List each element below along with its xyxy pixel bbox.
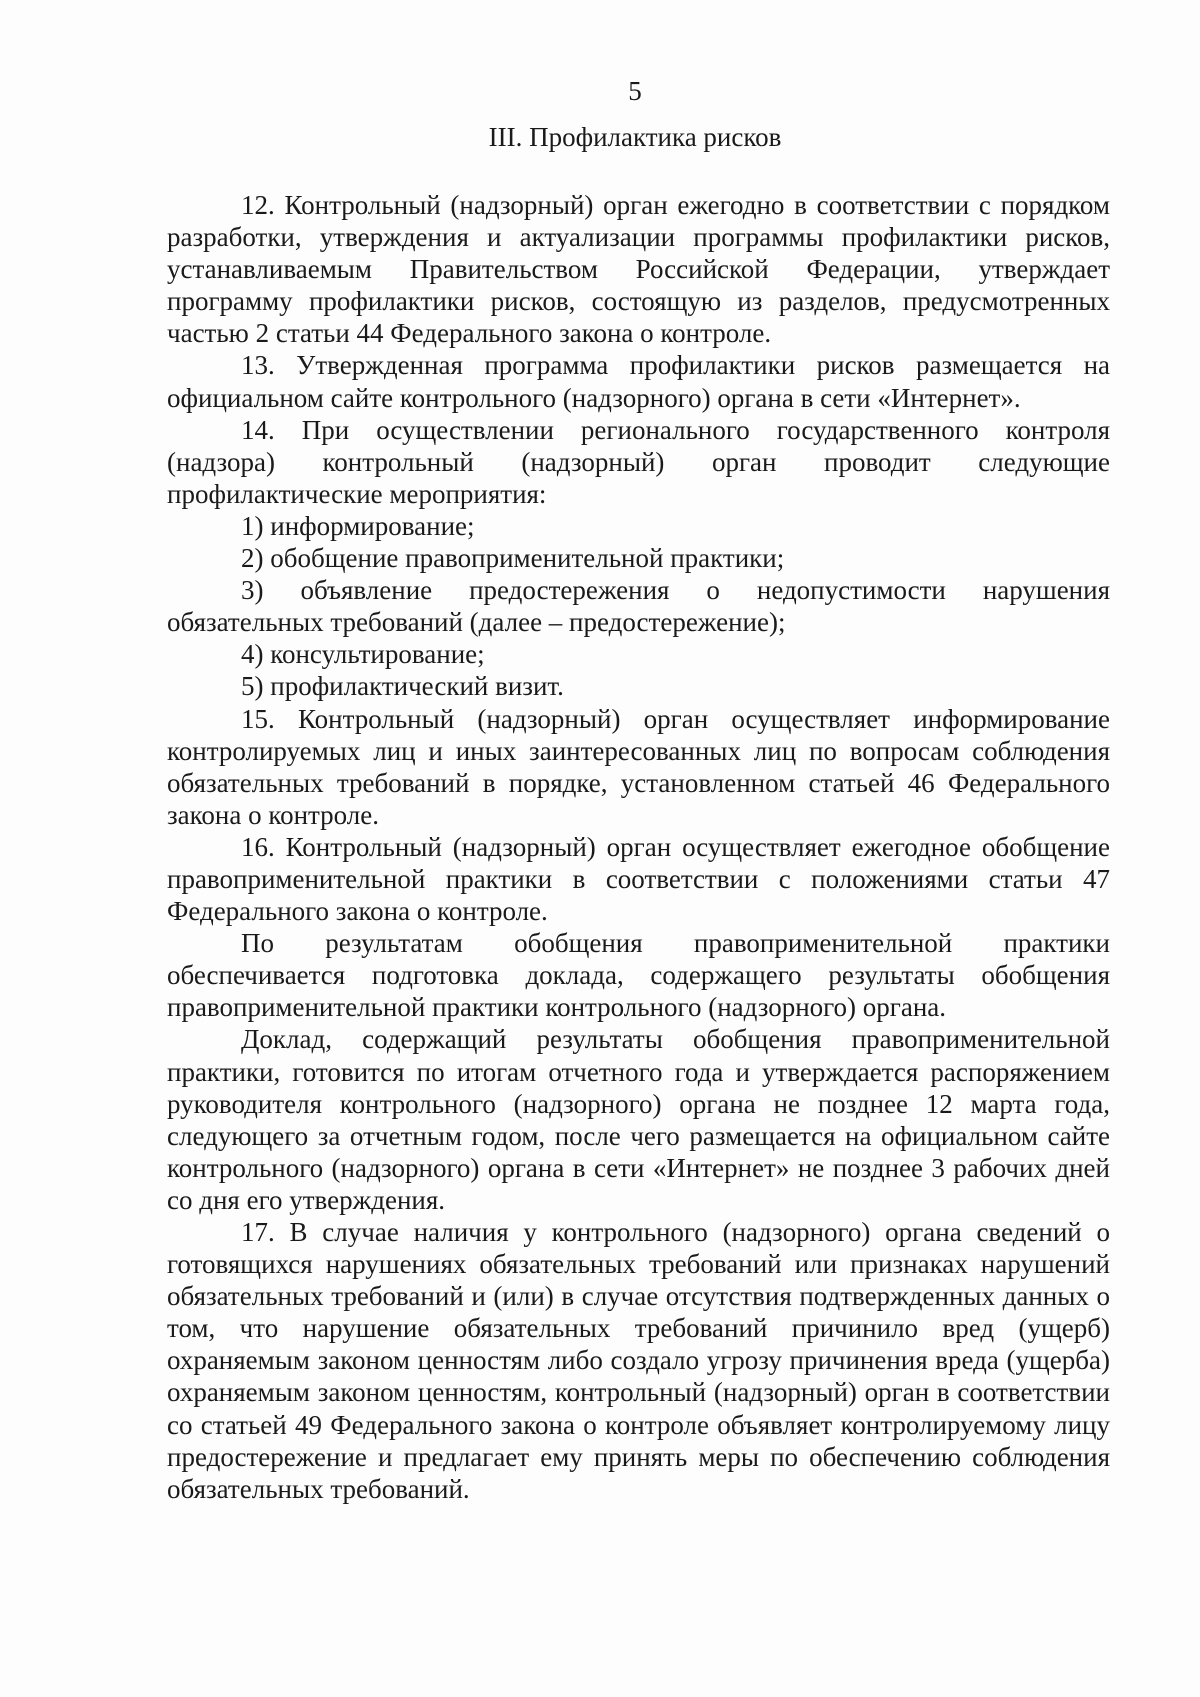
paragraph-16: 16. Контрольный (надзорный) орган осуществляет ежегодное обобщение правоприменительной практики в соответствии с положениями статьи 47 Федерального закона о контроле. [167,831,1110,927]
measure-item-3: 3) объявление предостережения о недопустимости нарушения обязательных требований (далее – предостережение); [167,575,1110,638]
measure-item-4: 4) консультирование; [241,639,485,670]
paragraph-14: 14. При осуществлении регионального государственного контроля (надзора) контрольный (надзорный) орган проводит следующие профилактические мероприятия: [167,414,1110,509]
paragraph-report-preparation: По результатам обобщения правоприменительной практики обеспечивается подготовка доклада, содержащего результаты обобщения правоприменительной практики контрольного (надзорного) органа. [167,928,1110,1023]
paragraph-13: 13. Утвержденная программа профилактики рисков размещается на официальном сайте контрольного (надзорного) органа в сети «Интернет». [167,350,1110,413]
paragraph-17: 17. В случае наличия у контрольного (надзорного) органа сведений о готовящихся нарушениях обязательных требований или признаках нарушений обязательных требований и (или) в случае отсутствия подтвержденных данных о том, что нарушение обязательных требований причинило вред (ущерб) охраняемым законом ценностям либо создало угрозу причинения вреда (ущерба) охраняемым законом ценностям, контрольный (надзорный) орган в соответствии со статьей 49 Федерального закона о контроле объявляет контролируемому лицу предостережение и предлагает ему принять меры по обеспечению соблюдения обязательных требований. [167,1217,1110,1504]
measure-item-5: 5) профилактический визит. [241,671,564,702]
measure-item-2: 2) обобщение правоприменительной практики; [241,543,785,574]
document-body [167,189,1110,1505]
page-number: 5 [628,76,642,106]
section-title: III. Профилактика рисков [488,122,782,152]
paragraph-15: 15. Контрольный (надзорный) орган осуществляет информирование контролируемых лиц и иных заинтересованных лиц по вопросам соблюдения обязательных требований в порядке, установленном статьей 46 Федерального закона о контроле. [167,703,1110,830]
paragraph-12: 12. Контрольный (надзорный) орган ежегодно в соответствии с порядком разработки, утверждения и актуализации программы профилактики рисков, устанавливаемым Правительством Российской Федерации, утверждает программу профилактики рисков, состоящую из разделов, предусмотренных частью 2 статьи 44 Федерального закона о контроле. [167,190,1110,349]
paragraph-report-approval: Доклад, содержащий результаты обобщения правоприменительной практики, готовится по итогам отчетного года и утверждается распоряжением руководителя контрольного (надзорного) органа не позднее 12 марта года, следующего за отчетным годом, после чего размещается на официальном сайте контрольного (надзорного) органа в сети «Интернет» не позднее 3 рабочих дней со дня его утверждения. [167,1024,1110,1215]
measure-item-1: 1) информирование; [241,510,475,541]
